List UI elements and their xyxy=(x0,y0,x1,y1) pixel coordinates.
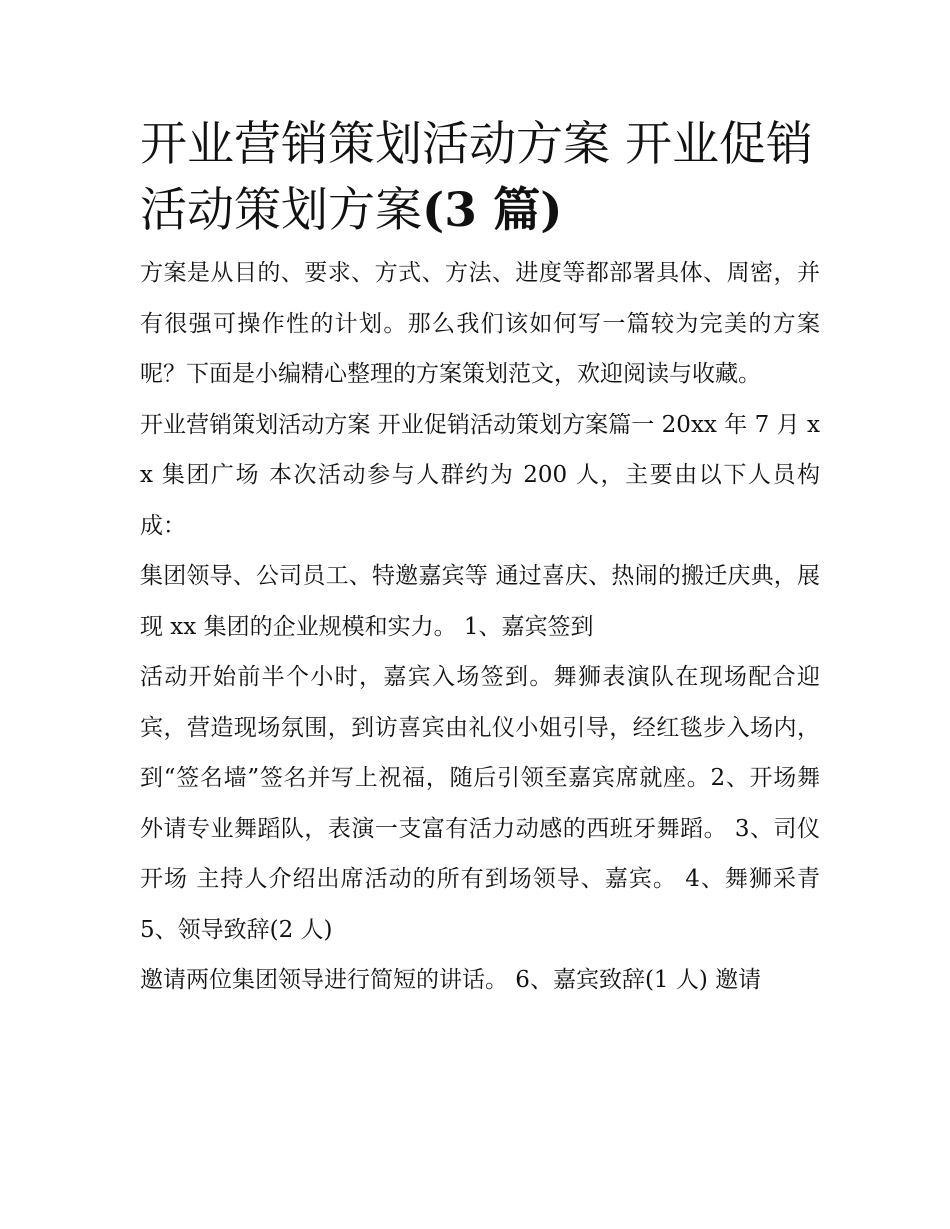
document-title-count: (3 篇) xyxy=(422,183,563,238)
paragraph-agenda: 活动开始前半个小时，嘉宾入场签到。舞狮表演队在现场配合迎宾，营造现场氛围，到访喜宾由礼仪小姐引导，经红毯步入场内，到“签名墙”签名并写上祝福，随后引领至嘉宾席就座。2、开场舞 外请专业舞蹈队，表演一支富有活力动感的西班牙舞蹈。 3、司仪开场 主持人介绍出席活动的所有到场领导、嘉宾。 4、舞狮采青 5、领导致辞(2 人) xyxy=(140,664,820,943)
paragraph-speeches: 邀请两位集团领导进行简短的讲话。 6、嘉宾致辞(1 人) 邀请 xyxy=(140,967,762,993)
document-content xyxy=(140,112,820,1006)
paragraph-intro: 方案是从目的、要求、方式、方法、进度等都部署具体、周密，并有很强可操作性的计划。那么我们该如何写一篇较为完美的方案呢？下面是小编精心整理的方案策划范文，欢迎阅读与收藏。 xyxy=(140,260,820,387)
paragraph-plan-overview: 开业营销策划活动方案 开业促销活动策划方案篇一 20xx 年 7 月 xx 集团广场 本次活动参与人群约为 200 人，主要由以下人员构成： xyxy=(140,411,820,539)
document-title-main: 开业营销策划活动方案 开业促销活动策划方案 xyxy=(140,117,813,238)
document-title xyxy=(140,112,820,244)
paragraph-participants: 集团领导、公司员工、特邀嘉宾等 通过喜庆、热闹的搬迁庆典，展现 xx 集团的企业规模和实力。 1、嘉宾签到 xyxy=(140,563,820,640)
document-body xyxy=(140,248,820,1006)
